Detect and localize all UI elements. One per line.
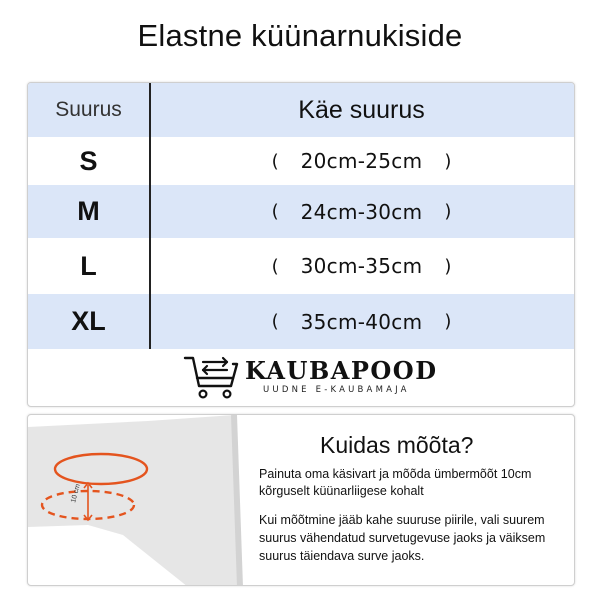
column-divider xyxy=(149,83,151,349)
table-row xyxy=(28,137,574,185)
logo-tagline: UUDNE E-KAUBAMAJA xyxy=(263,385,410,395)
arrows-icon xyxy=(203,358,227,374)
bracket-close: ) xyxy=(444,201,452,222)
size-range: 35cm-40cm xyxy=(300,309,423,334)
diagram-label: 10 cm xyxy=(70,483,82,504)
bracket-close: ) xyxy=(444,255,452,277)
size-range: 30cm-35cm xyxy=(300,254,423,278)
cart-icon xyxy=(183,352,243,400)
bracket-open: ( xyxy=(271,150,279,172)
measure-advice: Kui mõõtmine jääb kahe suuruse piirile, vali suurem suurus vähendatud survetugevuse jaoks ja väiksem suurus täiendava surve jaoks. xyxy=(259,513,546,563)
arm-measure-diagram xyxy=(28,415,258,586)
bracket-open: ( xyxy=(271,311,279,332)
page-title: Elastne küünarnukiside xyxy=(137,18,463,53)
table-row xyxy=(28,294,574,349)
logo-name: KAUBAPOOD xyxy=(245,356,438,385)
measure-title: Kuidas mõõta? xyxy=(320,432,474,458)
table-row xyxy=(28,238,574,294)
measure-instruction: Painuta oma käsivart ja mõõda ümbermõõt 10cm kõrguselt küünarliigese kohalt xyxy=(259,467,532,498)
bracket-close: ) xyxy=(444,150,452,172)
size-range: 20cm-25cm xyxy=(300,149,423,173)
table-row xyxy=(28,185,574,238)
header-hand-size: Käe suurus xyxy=(298,95,425,124)
arm-shape xyxy=(28,415,240,586)
table-header xyxy=(28,83,574,137)
size-letter: L xyxy=(80,250,97,281)
size-letter: M xyxy=(77,196,100,226)
bracket-open: ( xyxy=(271,201,279,222)
size-letter: XL xyxy=(71,306,106,336)
bracket-open: ( xyxy=(271,255,279,277)
bracket-close: ) xyxy=(444,311,452,332)
header-size: Suurus xyxy=(55,98,122,121)
kaubapood-logo xyxy=(183,352,443,400)
size-range: 24cm-30cm xyxy=(300,199,423,224)
size-letter: S xyxy=(79,145,98,176)
